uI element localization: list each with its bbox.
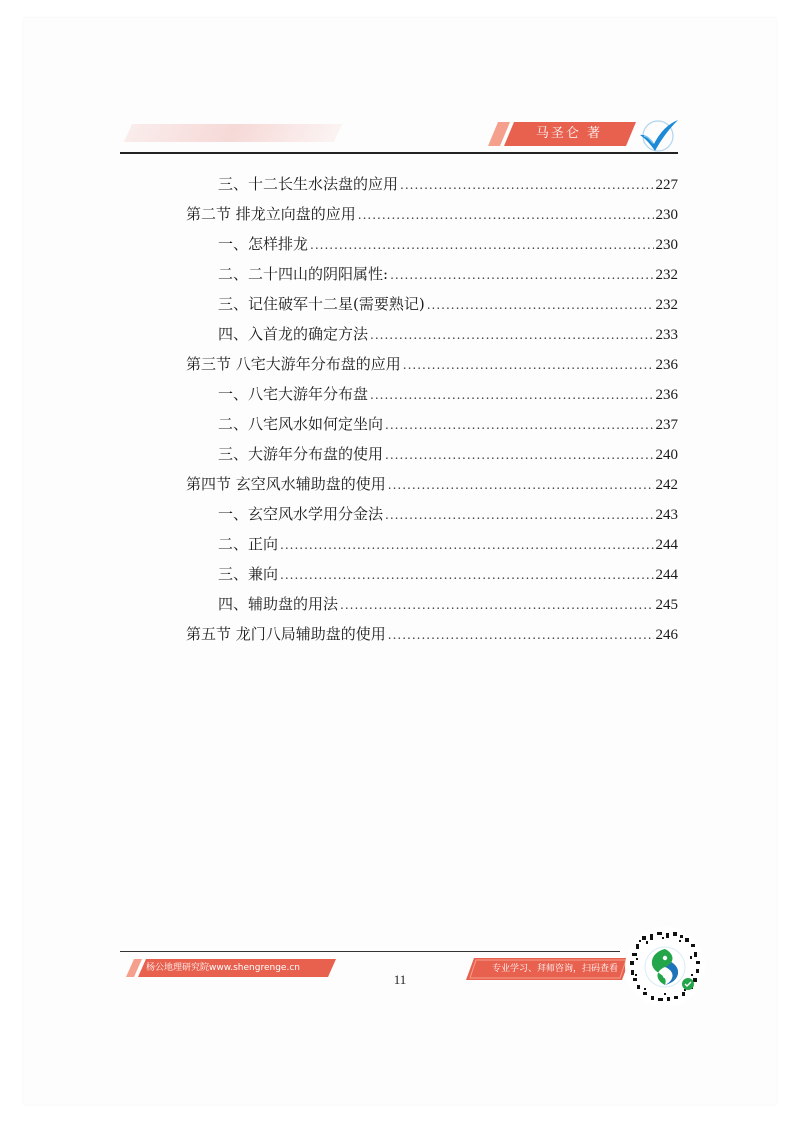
toc-page: 240 — [655, 447, 678, 463]
toc-entry[interactable] — [186, 472, 678, 496]
toc-page: 245 — [655, 597, 678, 613]
toc-title: 三、兼向 — [218, 565, 279, 583]
toc-leader — [388, 473, 654, 497]
toc-page: 242 — [655, 477, 678, 493]
toc-title: 第五节 龙门八局辅助盘的使用 — [186, 625, 386, 643]
toc-leader — [370, 323, 653, 347]
footer-cta: 专业学习、拜师咨询，扫码查看 — [491, 964, 618, 974]
page-number: 11 — [393, 972, 407, 987]
toc-leader — [370, 383, 653, 407]
toc-entry[interactable] — [186, 202, 678, 226]
toc-entry[interactable] — [218, 232, 678, 256]
toc-leader — [385, 443, 653, 467]
toc-title: 一、玄空风水学用分金法 — [218, 505, 384, 523]
toc-title: 三、大游年分布盘的使用 — [218, 445, 384, 463]
toc-page: 236 — [655, 357, 678, 373]
toc-page: 232 — [655, 297, 678, 313]
header-rule — [120, 152, 678, 154]
toc-title: 四、入首龙的确定方法 — [218, 325, 369, 343]
toc-title: 第四节 玄空风水辅助盘的使用 — [186, 475, 386, 493]
toc-entry[interactable] — [218, 532, 678, 556]
toc-entry[interactable] — [218, 412, 678, 436]
toc-page: 244 — [655, 567, 678, 583]
toc-entry[interactable] — [218, 382, 678, 406]
toc-page: 243 — [655, 507, 678, 523]
checkmark-logo-icon — [636, 118, 680, 154]
toc-entry[interactable] — [218, 442, 678, 466]
toc-title: 第二节 排龙立向盘的应用 — [186, 205, 356, 223]
toc-entry[interactable] — [218, 322, 678, 346]
toc-entry[interactable] — [218, 262, 678, 286]
header-watermark — [124, 124, 342, 142]
toc-title: 二、正向 — [218, 535, 279, 553]
toc-entry[interactable] — [218, 562, 678, 586]
toc-leader — [388, 623, 654, 647]
toc-page: 236 — [655, 387, 678, 403]
toc-entry[interactable] — [218, 502, 678, 526]
footer-rule — [120, 951, 620, 952]
header-author: 马圣仑 著 — [535, 126, 603, 141]
toc-title: 一、怎样排龙 — [218, 235, 309, 253]
toc-leader — [403, 353, 654, 377]
toc-page: 237 — [655, 417, 678, 433]
footer-website[interactable]: 杨公地理研究院www.shengrenge.cn — [146, 963, 300, 973]
toc-page: 244 — [655, 537, 678, 553]
toc-title: 三、记住破军十二星(需要熟记) — [218, 295, 425, 313]
toc-title: 第三节 八宅大游年分布盘的应用 — [186, 355, 401, 373]
toc-leader — [340, 593, 653, 617]
toc-leader — [385, 413, 653, 437]
toc-page: 232 — [655, 267, 678, 283]
toc-leader — [385, 503, 653, 527]
toc-page: 227 — [655, 177, 678, 193]
toc-page: 233 — [655, 327, 678, 343]
toc-leader — [358, 203, 654, 227]
toc-leader — [400, 173, 653, 197]
toc-entry[interactable] — [186, 352, 678, 376]
toc-leader — [310, 233, 653, 257]
toc-entry[interactable] — [218, 292, 678, 316]
qr-code-icon[interactable] — [624, 926, 706, 1008]
toc-title: 三、十二长生水法盘的应用 — [218, 175, 399, 193]
toc-leader — [427, 293, 654, 317]
toc-title: 二、二十四山的阴阳属性: — [218, 265, 389, 283]
toc-leader — [390, 263, 653, 287]
toc-page: 246 — [655, 627, 678, 643]
toc-page: 230 — [655, 207, 678, 223]
toc-leader — [280, 533, 653, 557]
toc-title: 四、辅助盘的用法 — [218, 595, 339, 613]
toc-entry[interactable] — [218, 592, 678, 616]
toc-title: 一、八宅大游年分布盘 — [218, 385, 369, 403]
toc-leader — [280, 563, 653, 587]
toc-entry[interactable] — [218, 172, 678, 196]
toc-title: 二、八宅风水如何定坐向 — [218, 415, 384, 433]
toc-entry[interactable] — [186, 622, 678, 646]
toc-page: 230 — [655, 237, 678, 253]
